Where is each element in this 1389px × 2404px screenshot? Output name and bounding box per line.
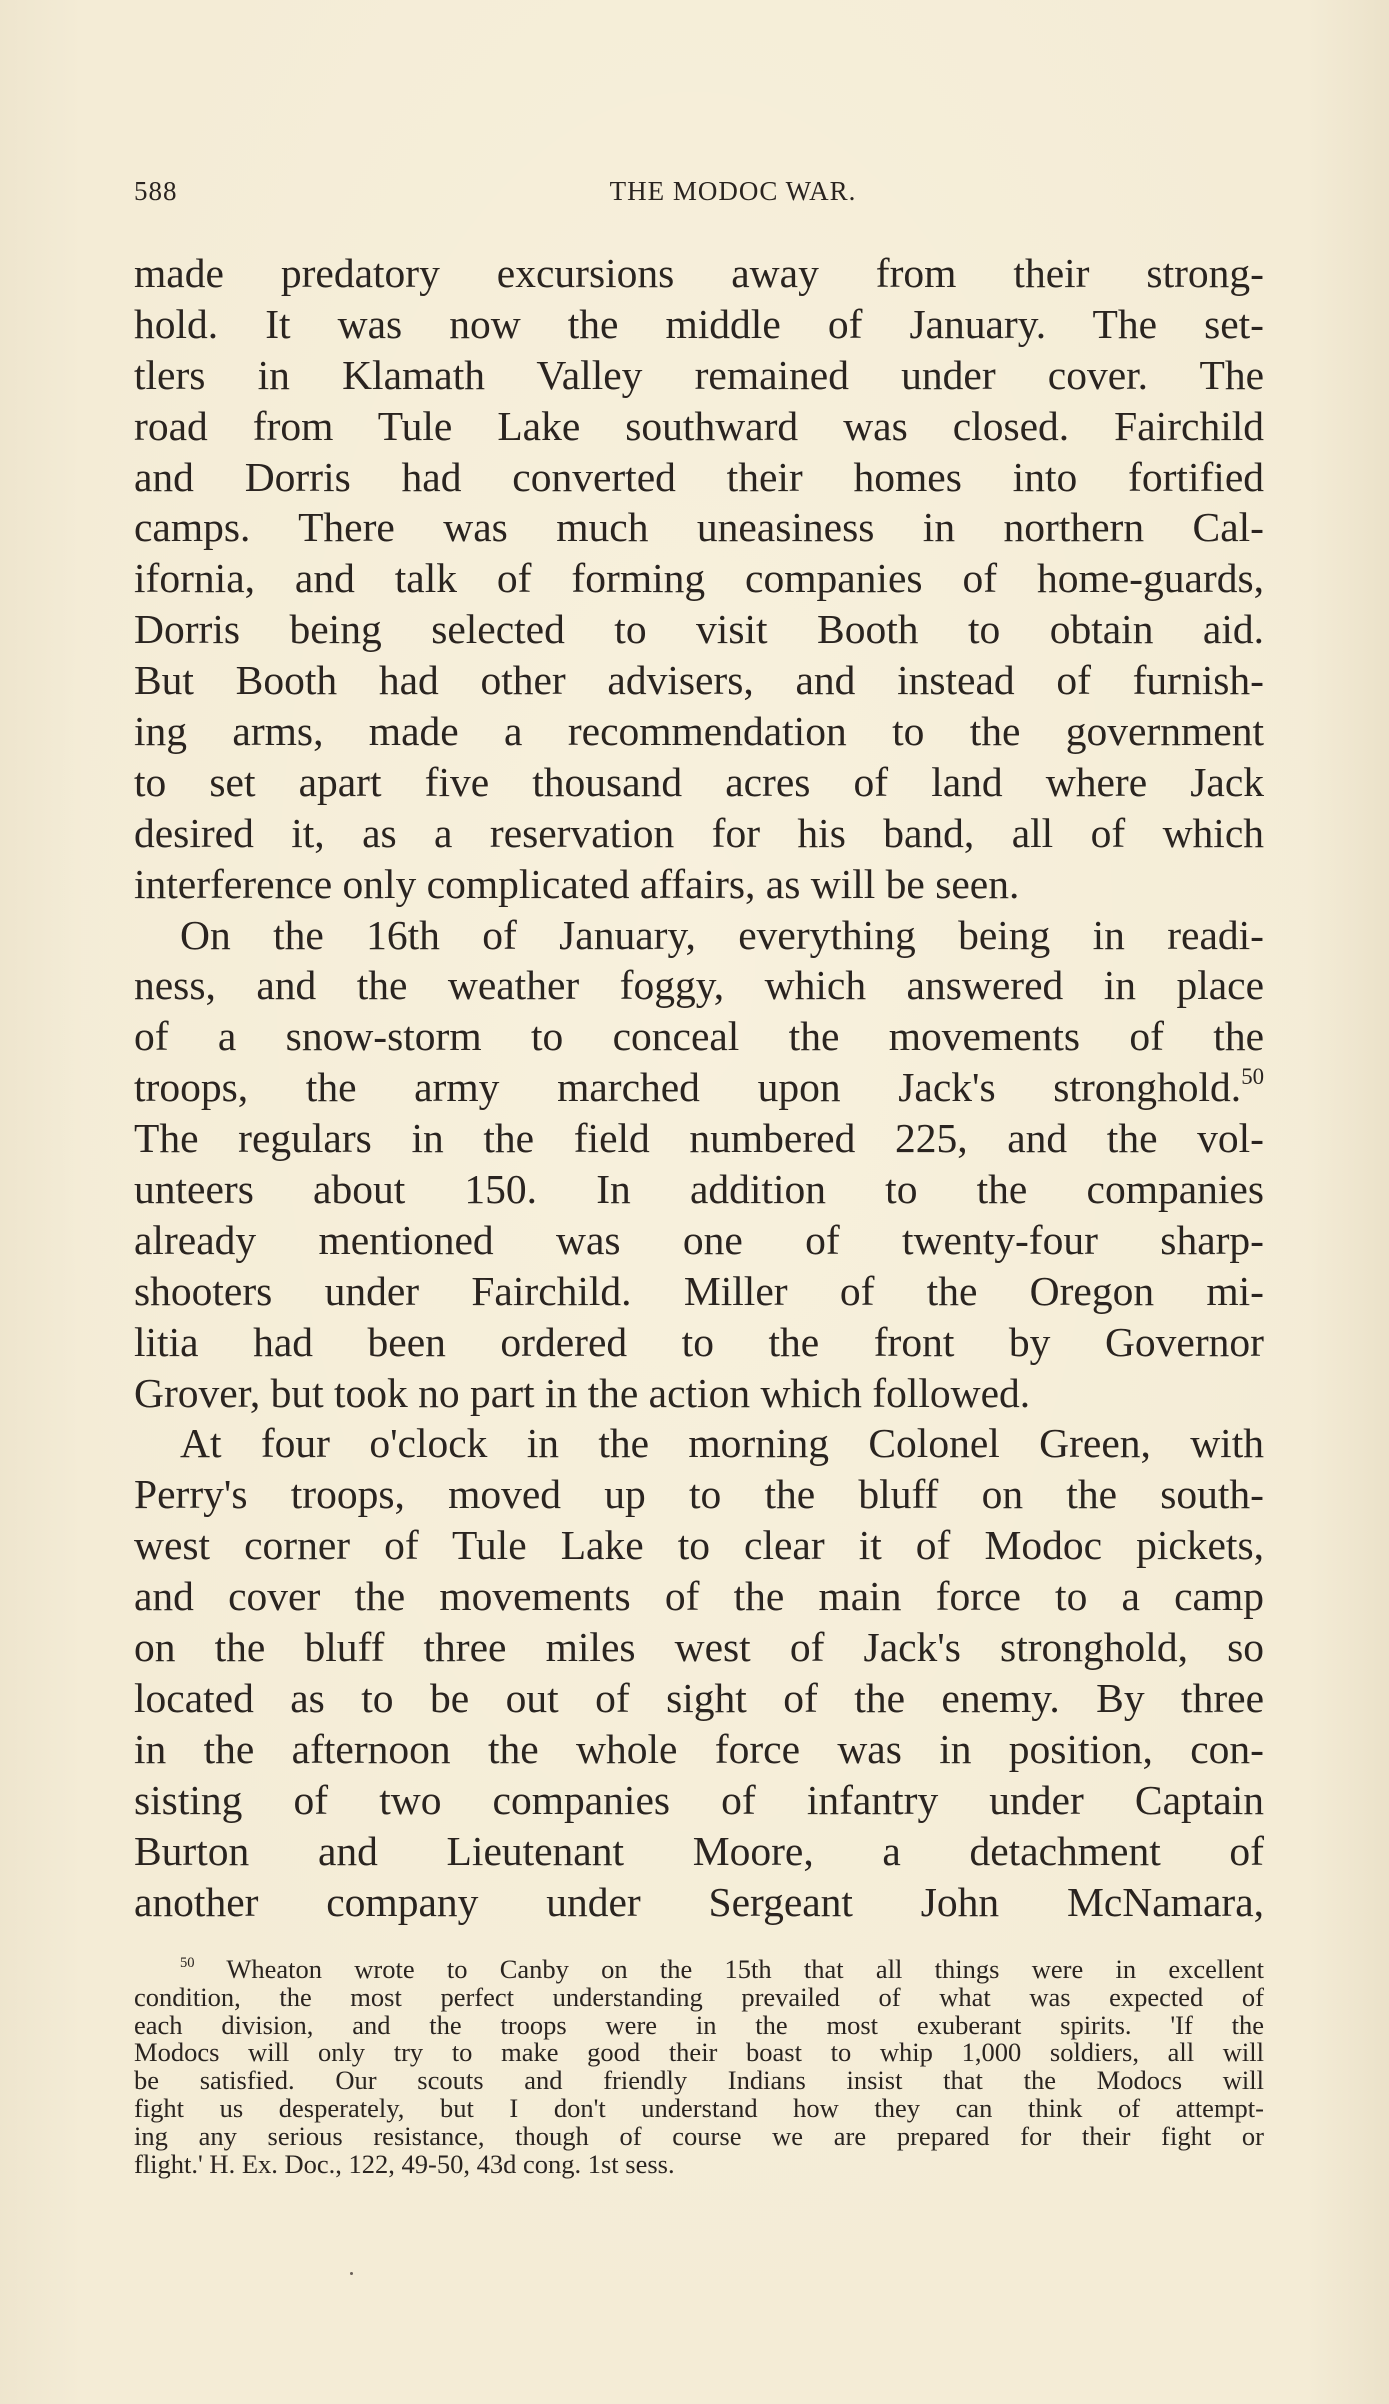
- print-speck: [350, 2272, 353, 2275]
- text-line: The regulars in the field numbered 225, and the vol-: [134, 1115, 1264, 1162]
- text-line: another company under Sergeant John McNamara,: [134, 1878, 1264, 1925]
- footnote-line: fight us desperately, but I don't understand how they can think of attempt-: [134, 2092, 1264, 2123]
- running-title: THE MODOC WAR.: [609, 176, 857, 206]
- text-line: On the 16th of January, everything being in readi-: [180, 911, 1264, 958]
- text-line: interference only complicated affairs, as will be seen.: [134, 860, 1020, 907]
- footnote-line: [134, 1956, 1264, 1984]
- text-line: litia had been ordered to the front by Governor: [134, 1318, 1264, 1365]
- text-line: west corner of Tule Lake to clear it of Modoc pickets,: [134, 1522, 1264, 1569]
- footnote-line: be satisfied. Our scouts and friendly Indians insist that the Modocs will: [134, 2065, 1264, 2096]
- text-line: sisting of two companies of infantry under Captain: [134, 1776, 1264, 1823]
- text-line: and Dorris had converted their homes into fortified: [134, 453, 1264, 500]
- text-line: on the bluff three miles west of Jack's stronghold, so: [134, 1624, 1264, 1671]
- text-fragment: troops, the army marched upon Jack's stronghold.: [134, 1064, 1242, 1111]
- footnote-number: 50: [180, 1955, 195, 1972]
- page-number: 588: [134, 176, 178, 206]
- text-line: made predatory excursions away from their strong-: [134, 250, 1264, 296]
- text-line: At four o'clock in the morning Colonel Green, with: [180, 1420, 1264, 1467]
- text-line: ing arms, made a recommendation to the government: [134, 708, 1264, 755]
- text-line: ifornia, and talk of forming companies of home-guards,: [134, 555, 1264, 602]
- text-line: But Booth had other advisers, and instead of furnish-: [134, 657, 1264, 704]
- footnote-line: Modocs will only try to make good their boast to whip 1,000 soldiers, all will: [134, 2037, 1264, 2068]
- footnote-line: each division, and the troops were in the most exuberant spirits. 'If the: [134, 2009, 1264, 2040]
- footnote-line: condition, the most perfect understanding prevailed of what was expected of: [134, 1981, 1264, 2012]
- footnote-line: ing any serious resistance, though of course we are prepared for their fight or: [134, 2120, 1264, 2151]
- text-fragment: Wheaton wrote to Canby on the 15th that all things were in excellent: [226, 1954, 1264, 1984]
- text-line: located as to be out of sight of the enemy. By three: [134, 1674, 1264, 1721]
- text-line: in the afternoon the whole force was in position, con-: [134, 1725, 1264, 1772]
- footnote: [134, 1956, 1264, 2178]
- text-line: of a snow-storm to conceal the movements of the: [134, 1013, 1264, 1060]
- text-line: desired it, as a reservation for his band, all of which: [134, 809, 1264, 856]
- text-line: to set apart five thousand acres of land where Jack: [134, 758, 1264, 805]
- text-line: Grover, but took no part in the action which followed.: [134, 1369, 1031, 1416]
- text-line: tlers in Klamath Valley remained under cover. The: [134, 351, 1264, 398]
- page-header: [134, 176, 1272, 216]
- text-line: road from Tule Lake southward was closed. Fairchild: [134, 402, 1264, 449]
- text-line: and cover the movements of the main force to a camp: [134, 1573, 1264, 1620]
- text-line: ness, and the weather foggy, which answered in place: [134, 962, 1264, 1009]
- footnote-reference[interactable]: 50: [1241, 1064, 1264, 1090]
- text-line: hold. It was now the middle of January. The set-: [134, 300, 1264, 347]
- text-line: camps. There was much uneasiness in northern Cal-: [134, 504, 1264, 551]
- text-line: Perry's troops, moved up to the bluff on the south-: [134, 1471, 1264, 1518]
- text-line: shooters under Fairchild. Miller of the Oregon mi-: [134, 1267, 1264, 1314]
- text-line: already mentioned was one of twenty-four sharp-: [134, 1216, 1264, 1263]
- text-line-with-footnote-ref: [134, 1062, 1264, 1113]
- body-text: [134, 248, 1264, 1927]
- text-line: Burton and Lieutenant Moore, a detachment of: [134, 1827, 1264, 1874]
- footnote-line: flight.' H. Ex. Doc., 122, 49-50, 43d cong. 1st sess.: [134, 2148, 675, 2179]
- text-line: unteers about 150. In addition to the companies: [134, 1166, 1264, 1213]
- text-line: Dorris being selected to visit Booth to obtain aid.: [134, 606, 1264, 653]
